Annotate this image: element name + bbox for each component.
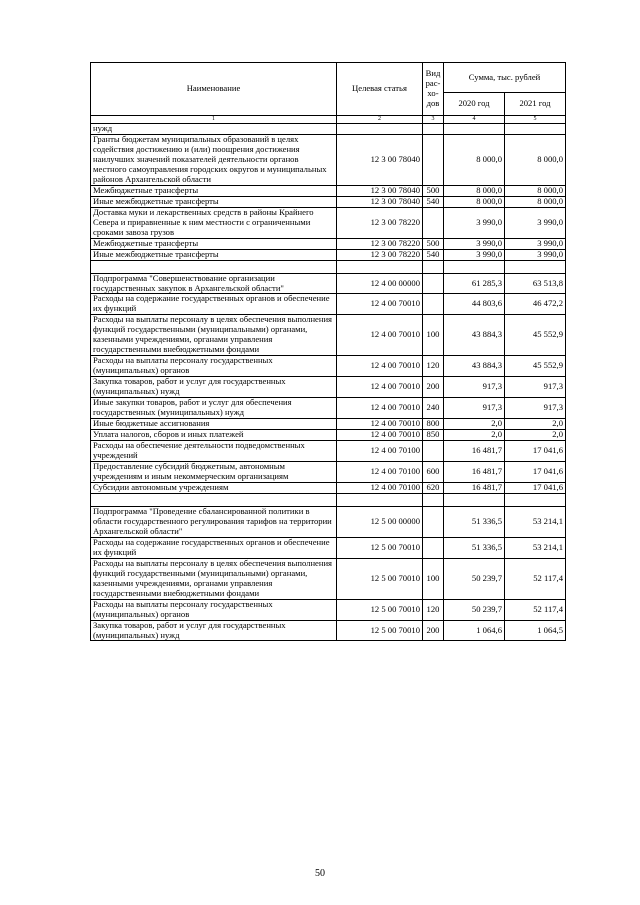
spacer-row — [91, 493, 566, 506]
row-2021: 3 990,0 — [505, 207, 566, 238]
row-kind — [423, 123, 444, 134]
row-code: 12 4 00 70010 — [337, 356, 423, 377]
row-2020: 51 336,5 — [444, 537, 505, 558]
column-number: 3 — [423, 116, 444, 124]
table-row — [91, 419, 566, 430]
row-name: Межбюджетные трансферты — [91, 185, 337, 196]
row-2020: 3 990,0 — [444, 238, 505, 249]
row-2020 — [444, 260, 505, 273]
row-kind: 500 — [423, 185, 444, 196]
row-2021 — [505, 260, 566, 273]
row-2020: 917,3 — [444, 398, 505, 419]
row-2021: 8 000,0 — [505, 196, 566, 207]
row-code: 12 3 00 78040 — [337, 134, 423, 185]
row-kind — [423, 260, 444, 273]
row-kind — [423, 441, 444, 462]
row-code: 12 3 00 78220 — [337, 249, 423, 260]
row-name: Расходы на выплаты персоналу в целях обеспечения выполнения функций государственными (муниципальными) органами, казенными учреждениями, органами управления государственными внебюджетными фондами — [91, 558, 337, 599]
row-name: Доставка муки и лекарственных средств в районы Крайнего Севера и приравненные к ним местности с ограниченными сроками завоза грузов — [91, 207, 337, 238]
row-2021: 53 214,1 — [505, 506, 566, 537]
row-code — [337, 123, 423, 134]
row-2020: 917,3 — [444, 377, 505, 398]
table-row — [91, 356, 566, 377]
column-number: 1 — [91, 116, 337, 124]
table-row — [91, 398, 566, 419]
row-2021: 17 041,6 — [505, 441, 566, 462]
table-row — [91, 238, 566, 249]
column-number: 5 — [505, 116, 566, 124]
row-kind — [423, 506, 444, 537]
row-kind: 240 — [423, 398, 444, 419]
spacer-row — [91, 260, 566, 273]
table-row — [91, 377, 566, 398]
table-row — [91, 294, 566, 315]
row-2021: 8 000,0 — [505, 185, 566, 196]
row-name: Расходы на выплаты персоналу в целях обеспечения выполнения функций государственными (муниципальными) органами, казенными учреждениями, органами управления государственными внебюджетными фондами — [91, 315, 337, 356]
row-kind — [423, 207, 444, 238]
table-row — [91, 185, 566, 196]
row-2020 — [444, 123, 505, 134]
row-code: 12 4 00 70010 — [337, 419, 423, 430]
header-expense-type: Вид рас-хо-дов — [423, 63, 444, 116]
row-name: Расходы на содержание государственных органов и обеспечение их функций — [91, 294, 337, 315]
row-2020: 50 239,7 — [444, 599, 505, 620]
row-name: Иные закупки товаров, работ и услуг для обеспечения государственных (муниципальных) нужд — [91, 398, 337, 419]
row-code: 12 4 00 00000 — [337, 273, 423, 294]
row-kind — [423, 294, 444, 315]
row-2020: 43 884,3 — [444, 356, 505, 377]
row-kind: 540 — [423, 249, 444, 260]
row-2020: 3 990,0 — [444, 207, 505, 238]
row-code: 12 5 00 70010 — [337, 599, 423, 620]
row-2020: 44 803,6 — [444, 294, 505, 315]
row-code: 12 4 00 70010 — [337, 398, 423, 419]
row-kind: 100 — [423, 315, 444, 356]
row-2021: 45 552,9 — [505, 315, 566, 356]
row-kind: 800 — [423, 419, 444, 430]
row-code: 12 5 00 70010 — [337, 620, 423, 641]
row-2020 — [444, 493, 505, 506]
table-row — [91, 315, 566, 356]
row-2020: 8 000,0 — [444, 196, 505, 207]
table-row — [91, 599, 566, 620]
table-row — [91, 134, 566, 185]
row-code: 12 5 00 00000 — [337, 506, 423, 537]
row-name: Межбюджетные трансферты — [91, 238, 337, 249]
row-name — [91, 493, 337, 506]
page-number: 50 — [315, 868, 325, 879]
row-kind: 850 — [423, 430, 444, 441]
table-row — [91, 441, 566, 462]
row-2020: 61 285,3 — [444, 273, 505, 294]
row-kind — [423, 134, 444, 185]
row-code: 12 3 00 78220 — [337, 238, 423, 249]
row-name: Уплата налогов, сборов и иных платежей — [91, 430, 337, 441]
row-2020: 1 064,6 — [444, 620, 505, 641]
row-2021: 63 513,8 — [505, 273, 566, 294]
row-kind: 600 — [423, 461, 444, 482]
table-row — [91, 461, 566, 482]
row-code: 12 4 00 70010 — [337, 430, 423, 441]
row-2021: 52 117,4 — [505, 599, 566, 620]
row-2021 — [505, 493, 566, 506]
budget-table — [90, 62, 566, 641]
row-2021: 3 990,0 — [505, 238, 566, 249]
row-kind: 120 — [423, 356, 444, 377]
column-number: 2 — [337, 116, 423, 124]
subprogram-row — [91, 273, 566, 294]
row-name: Подпрограмма "Проведение сбалансированной политики в области государственного регулирования тарифов на территории Архангельской области" — [91, 506, 337, 537]
table-row — [91, 249, 566, 260]
table-row — [91, 123, 566, 134]
row-2020: 3 990,0 — [444, 249, 505, 260]
row-kind — [423, 537, 444, 558]
row-name — [91, 260, 337, 273]
row-code: 12 4 00 70010 — [337, 294, 423, 315]
row-kind: 620 — [423, 482, 444, 493]
table-row — [91, 207, 566, 238]
column-number: 4 — [444, 116, 505, 124]
row-name: Расходы на обеспечение деятельности подведомственных учреждений — [91, 441, 337, 462]
row-2020: 51 336,5 — [444, 506, 505, 537]
column-number-row — [91, 116, 566, 124]
row-code: 12 4 00 70010 — [337, 315, 423, 356]
header-sum: Сумма, тыс. рублей — [444, 63, 566, 93]
table-row — [91, 558, 566, 599]
row-kind: 540 — [423, 196, 444, 207]
header-name: Наименование — [91, 63, 337, 116]
table-row — [91, 620, 566, 641]
row-2021 — [505, 123, 566, 134]
row-code: 12 3 00 78040 — [337, 196, 423, 207]
row-code: 12 5 00 70010 — [337, 558, 423, 599]
row-kind: 200 — [423, 620, 444, 641]
table-row — [91, 537, 566, 558]
row-code — [337, 260, 423, 273]
row-code: 12 5 00 70010 — [337, 537, 423, 558]
row-code: 12 4 00 70100 — [337, 441, 423, 462]
subprogram-row — [91, 506, 566, 537]
row-name: Закупка товаров, работ и услуг для государственных (муниципальных) нужд — [91, 620, 337, 641]
row-2020: 16 481,7 — [444, 441, 505, 462]
row-code: 12 4 00 70100 — [337, 461, 423, 482]
row-2021: 2,0 — [505, 419, 566, 430]
row-name: Подпрограмма "Совершенствование организации государственных закупок в Архангельской области" — [91, 273, 337, 294]
row-2021: 3 990,0 — [505, 249, 566, 260]
header-year-2020: 2020 год — [444, 93, 505, 116]
row-name: нужд — [91, 123, 337, 134]
row-code: 12 3 00 78220 — [337, 207, 423, 238]
row-name: Иные межбюджетные трансферты — [91, 196, 337, 207]
table-row — [91, 196, 566, 207]
row-2021: 917,3 — [505, 398, 566, 419]
row-2020: 2,0 — [444, 430, 505, 441]
row-name: Гранты бюджетам муниципальных образований в целях содействия достижению и (или) поощрения достижения наилучших значений показателей деятельности органов местного самоуправления городских округов и муниципальных районов Архангельской области — [91, 134, 337, 185]
row-name: Иные межбюджетные трансферты — [91, 249, 337, 260]
row-2021: 8 000,0 — [505, 134, 566, 185]
row-name: Расходы на выплаты персоналу государственных (муниципальных) органов — [91, 599, 337, 620]
table-row — [91, 430, 566, 441]
row-name: Закупка товаров, работ и услуг для государственных (муниципальных) нужд — [91, 377, 337, 398]
row-2021: 46 472,2 — [505, 294, 566, 315]
header-year-2021: 2021 год — [505, 93, 566, 116]
row-kind: 120 — [423, 599, 444, 620]
row-name: Расходы на выплаты персоналу государственных (муниципальных) органов — [91, 356, 337, 377]
row-kind — [423, 273, 444, 294]
row-2021: 53 214,1 — [505, 537, 566, 558]
row-2021: 45 552,9 — [505, 356, 566, 377]
table-row — [91, 482, 566, 493]
row-name: Субсидии автономным учреждениям — [91, 482, 337, 493]
row-2020: 43 884,3 — [444, 315, 505, 356]
row-2021: 17 041,6 — [505, 482, 566, 493]
row-code — [337, 493, 423, 506]
row-kind: 500 — [423, 238, 444, 249]
row-name: Расходы на содержание государственных органов и обеспечение их функций — [91, 537, 337, 558]
row-code: 12 3 00 78040 — [337, 185, 423, 196]
row-2021: 917,3 — [505, 377, 566, 398]
row-kind: 100 — [423, 558, 444, 599]
row-kind: 200 — [423, 377, 444, 398]
row-2020: 8 000,0 — [444, 185, 505, 196]
row-name: Иные бюджетные ассигнования — [91, 419, 337, 430]
row-name: Предоставление субсидий бюджетным, автономным учреждениям и иным некоммерческим организациям — [91, 461, 337, 482]
row-kind — [423, 493, 444, 506]
row-code: 12 4 00 70010 — [337, 377, 423, 398]
row-2020: 2,0 — [444, 419, 505, 430]
row-2020: 16 481,7 — [444, 482, 505, 493]
row-2020: 8 000,0 — [444, 134, 505, 185]
row-2021: 52 117,4 — [505, 558, 566, 599]
row-2020: 50 239,7 — [444, 558, 505, 599]
row-code: 12 4 00 70100 — [337, 482, 423, 493]
row-2021: 1 064,5 — [505, 620, 566, 641]
row-2021: 17 041,6 — [505, 461, 566, 482]
header-target-article: Целевая статья — [337, 63, 423, 116]
row-2021: 2,0 — [505, 430, 566, 441]
row-2020: 16 481,7 — [444, 461, 505, 482]
